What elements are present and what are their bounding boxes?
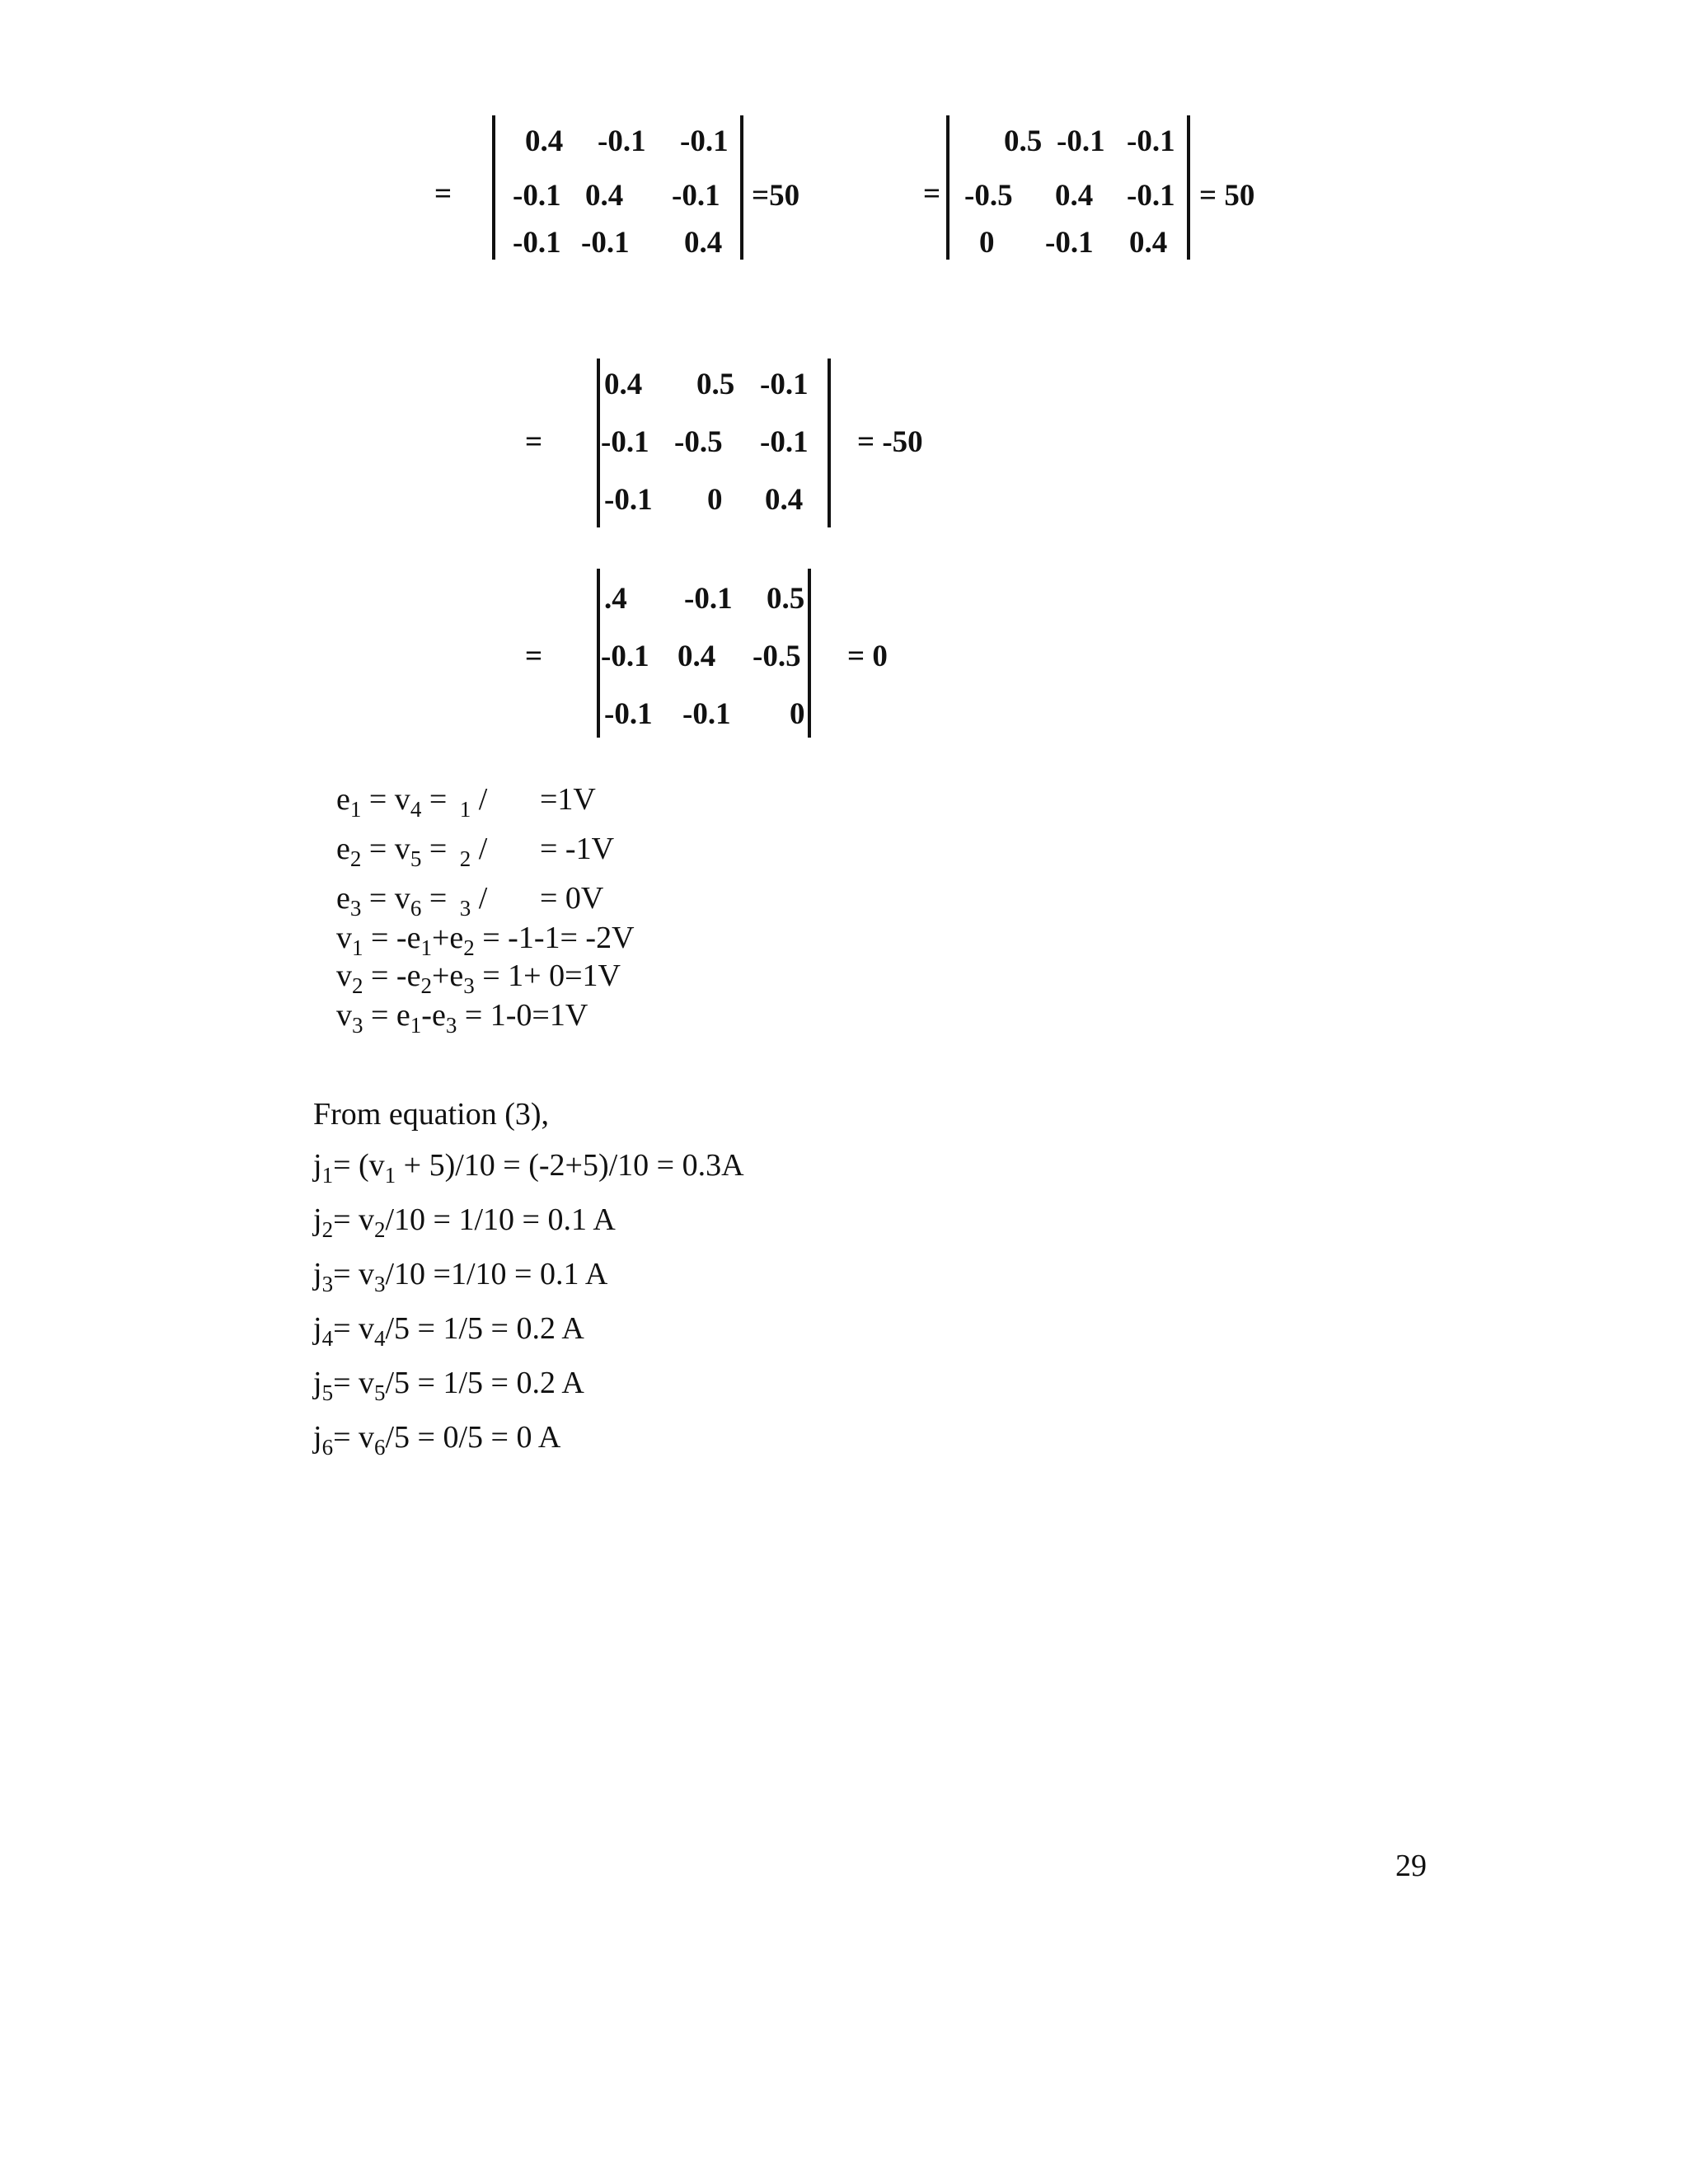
matrix-cell: -0.1: [1127, 124, 1175, 158]
voltage-value: = 0V: [540, 881, 604, 916]
matrix-cell: 0.4: [1129, 226, 1168, 260]
equals-sign: =: [923, 177, 941, 211]
current-line: $j_4= v_4/5 = 1/5 = 0.2$ A: [313, 1311, 584, 1351]
matrix-cell: -0.1: [598, 124, 646, 158]
voltage-value: = -1V: [540, 832, 615, 866]
branch-line: $v_2 = -e_2+e_3 = 1+ 0=1V$: [336, 958, 621, 998]
matrix-cell: 0.4: [678, 640, 716, 673]
determinant-bar-right: [740, 115, 743, 260]
page-number: 29: [1395, 1849, 1427, 1883]
matrix-cell: 0.5: [767, 582, 805, 616]
matrix-cell: -0.1: [682, 697, 731, 731]
matrix-cell: -0.1: [1127, 179, 1175, 213]
voltage-line: $e_3 = v_6 = _3$ /: [336, 881, 488, 921]
matrix-cell: -0.5: [964, 179, 1013, 213]
branch-line: $v_3 = e_1-e_3 = 1-0=1V$: [336, 998, 588, 1038]
determinant-bar-left: [946, 115, 950, 260]
current-line: $j_5= v_5/5 = 1/5 = 0.2$ A: [313, 1366, 584, 1405]
voltage-value: =1V: [540, 782, 596, 817]
voltage-line: $e_2 = v_5 = _2$ /: [336, 832, 488, 871]
branch-line: $v_1 = -e_1+e_2 = -1-1= -2V$: [336, 921, 635, 960]
matrix-cell: -0.1: [672, 179, 720, 213]
matrix-cell: 0.4: [604, 368, 643, 401]
matrix-cell: 0.5: [1004, 124, 1043, 158]
matrix-cell: 0: [707, 483, 723, 517]
matrix-cell: 0: [790, 697, 805, 731]
matrix-cell: -0.1: [1057, 124, 1105, 158]
determinant-bar-left: [492, 115, 495, 260]
matrix-cell: -0.1: [760, 368, 809, 401]
equals-sign: =: [525, 640, 543, 673]
equals-sign: =: [434, 177, 452, 211]
current-line: $j_3= v_3/10 =1/10 = 0.1$ A: [313, 1257, 608, 1296]
intro-text: From equation (3),: [313, 1097, 550, 1132]
matrix-cell: 0.4: [525, 124, 564, 158]
matrix-cell: 0.4: [585, 179, 624, 213]
matrix-cell: -0.1: [601, 425, 649, 459]
matrix-cell: 0.5: [696, 368, 735, 401]
matrix-cell: -0.1: [513, 179, 561, 213]
determinant-result: = -50: [857, 425, 923, 459]
matrix-cell: -0.1: [760, 425, 809, 459]
matrix-cell: -0.1: [680, 124, 729, 158]
matrix-cell: 0.4: [684, 226, 723, 260]
matrix-cell: 0.4: [1055, 179, 1094, 213]
matrix-cell: -0.5: [753, 640, 801, 673]
current-line: $j_1= (v_1 + 5)/10 = (-2+5)/10 = 0.3A$: [313, 1148, 744, 1188]
determinant-bar-left: [597, 359, 600, 527]
matrix-cell: -0.1: [684, 582, 733, 616]
determinant-result: = 50: [1199, 179, 1255, 213]
matrix-cell: -0.1: [604, 697, 653, 731]
voltage-line: $e_1 = v_4 = _1$ /: [336, 782, 488, 822]
determinant-bar-right: [828, 359, 831, 527]
matrix-cell: -0.1: [601, 640, 649, 673]
matrix-cell: -0.5: [674, 425, 723, 459]
determinant-bar-right: [808, 569, 811, 738]
current-line: $j_6= v_6/5 = 0/5 = 0$ A: [313, 1420, 561, 1460]
matrix-cell: -0.1: [1045, 226, 1094, 260]
matrix-cell: -0.1: [581, 226, 630, 260]
determinant-result: = 0: [847, 640, 888, 673]
matrix-cell: 0: [979, 226, 995, 260]
matrix-cell: -0.1: [604, 483, 653, 517]
determinant-bar-left: [597, 569, 600, 738]
current-line: $j_2= v_2/10 = 1/10 = 0.1$ A: [313, 1202, 616, 1242]
equals-sign: =: [525, 425, 543, 459]
determinant-result: =50: [752, 179, 800, 213]
matrix-cell: -0.1: [513, 226, 561, 260]
determinant-bar-right: [1187, 115, 1190, 260]
matrix-cell: .4: [604, 582, 627, 616]
matrix-cell: 0.4: [765, 483, 804, 517]
